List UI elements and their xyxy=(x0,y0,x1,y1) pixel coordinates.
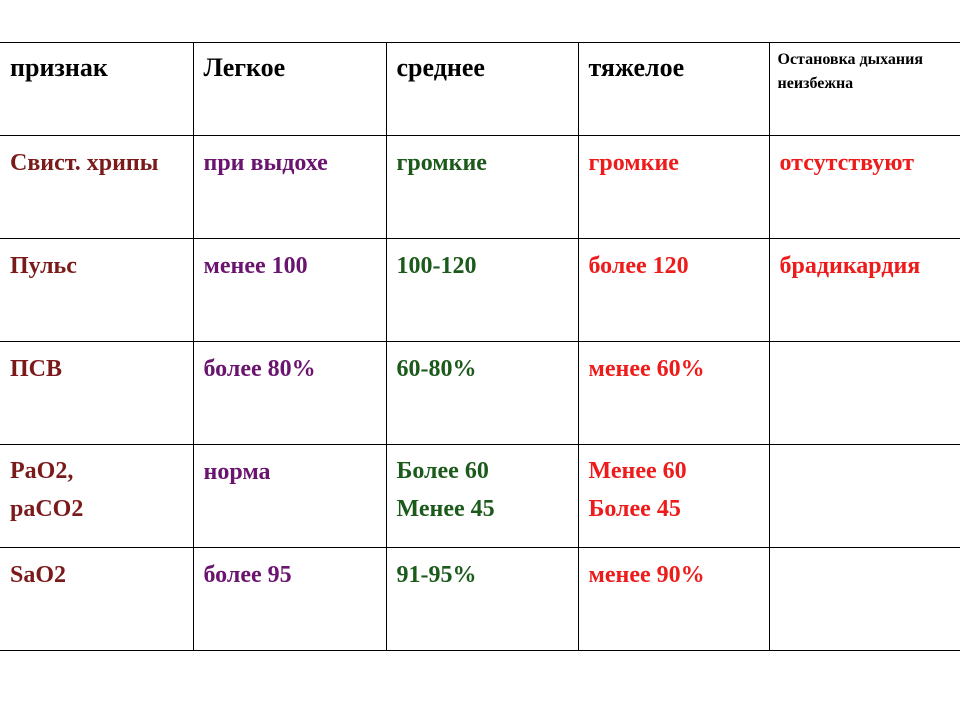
arrest-value xyxy=(770,445,960,456)
severe-cell xyxy=(578,239,769,342)
header-sign-label: признак xyxy=(10,53,108,82)
moderate-value: 91-95% xyxy=(396,562,477,588)
mild-value: норма xyxy=(203,459,271,485)
moderate-value-line1: Более 60 xyxy=(396,458,489,484)
sign-cell xyxy=(0,136,193,239)
sign-label: SaO2 xyxy=(10,562,67,588)
arrest-cell xyxy=(769,445,960,548)
header-arrest-label: Остановка дыхания неизбежна xyxy=(777,51,924,92)
severe-value xyxy=(579,445,769,528)
moderate-value-line2: Менее 45 xyxy=(396,496,495,522)
severe-cell xyxy=(578,136,769,239)
header-cell-mild xyxy=(193,43,386,136)
arrest-value: брадикардия xyxy=(779,253,921,279)
sign-label xyxy=(0,445,193,528)
moderate-value: громкие xyxy=(396,150,487,176)
arrest-cell xyxy=(769,548,960,651)
table-row xyxy=(0,136,960,239)
moderate-cell xyxy=(386,136,578,239)
moderate-cell xyxy=(386,445,578,548)
mild-value: при выдохе xyxy=(203,150,328,176)
sign-label: ПСВ xyxy=(10,356,63,382)
moderate-value: 100-120 xyxy=(396,253,477,279)
moderate-value: 60-80% xyxy=(396,356,477,382)
header-mild-label: Легкое xyxy=(203,53,286,82)
arrest-value: отсутствуют xyxy=(779,150,915,176)
mild-value: менее 100 xyxy=(203,253,308,279)
arrest-cell xyxy=(769,136,960,239)
severe-cell xyxy=(578,445,769,548)
mild-cell xyxy=(193,548,386,651)
moderate-cell xyxy=(386,342,578,445)
sign-label-line2: paCO2 xyxy=(10,496,84,522)
asthma-severity-table xyxy=(0,42,960,651)
table-row xyxy=(0,239,960,342)
moderate-cell xyxy=(386,239,578,342)
arrest-value xyxy=(770,342,960,353)
severe-cell xyxy=(578,548,769,651)
severe-value: более 120 xyxy=(588,253,689,279)
header-cell-sign xyxy=(0,43,193,136)
mild-cell xyxy=(193,239,386,342)
header-cell-moderate xyxy=(386,43,578,136)
sign-label: Пульс xyxy=(10,253,77,279)
moderate-value xyxy=(387,445,578,528)
sign-cell xyxy=(0,342,193,445)
mild-cell xyxy=(193,136,386,239)
severe-cell xyxy=(578,342,769,445)
severe-value: громкие xyxy=(588,150,679,176)
arrest-value xyxy=(770,548,960,559)
header-cell-severe xyxy=(578,43,769,136)
moderate-cell xyxy=(386,548,578,651)
table-row xyxy=(0,445,960,548)
arrest-cell xyxy=(769,342,960,445)
header-severe-label: тяжелое xyxy=(588,53,685,82)
severe-value: менее 90% xyxy=(588,562,705,588)
header-cell-arrest xyxy=(769,43,960,136)
mild-value: более 80% xyxy=(203,356,316,382)
severe-value-line2: Более 45 xyxy=(588,496,681,522)
mild-value: более 95 xyxy=(203,562,292,588)
table-row xyxy=(0,548,960,651)
sign-cell xyxy=(0,445,193,548)
table-row xyxy=(0,342,960,445)
table-header-row xyxy=(0,43,960,136)
severe-value-line1: Менее 60 xyxy=(588,458,687,484)
severe-value: менее 60% xyxy=(588,356,705,382)
sign-cell xyxy=(0,239,193,342)
mild-cell xyxy=(193,445,386,548)
sign-label-line1: PaO2, xyxy=(10,458,74,484)
arrest-cell xyxy=(769,239,960,342)
sign-cell xyxy=(0,548,193,651)
mild-cell xyxy=(193,342,386,445)
sign-label: Свист. хрипы xyxy=(10,150,159,176)
header-moderate-label: среднее xyxy=(396,53,485,82)
